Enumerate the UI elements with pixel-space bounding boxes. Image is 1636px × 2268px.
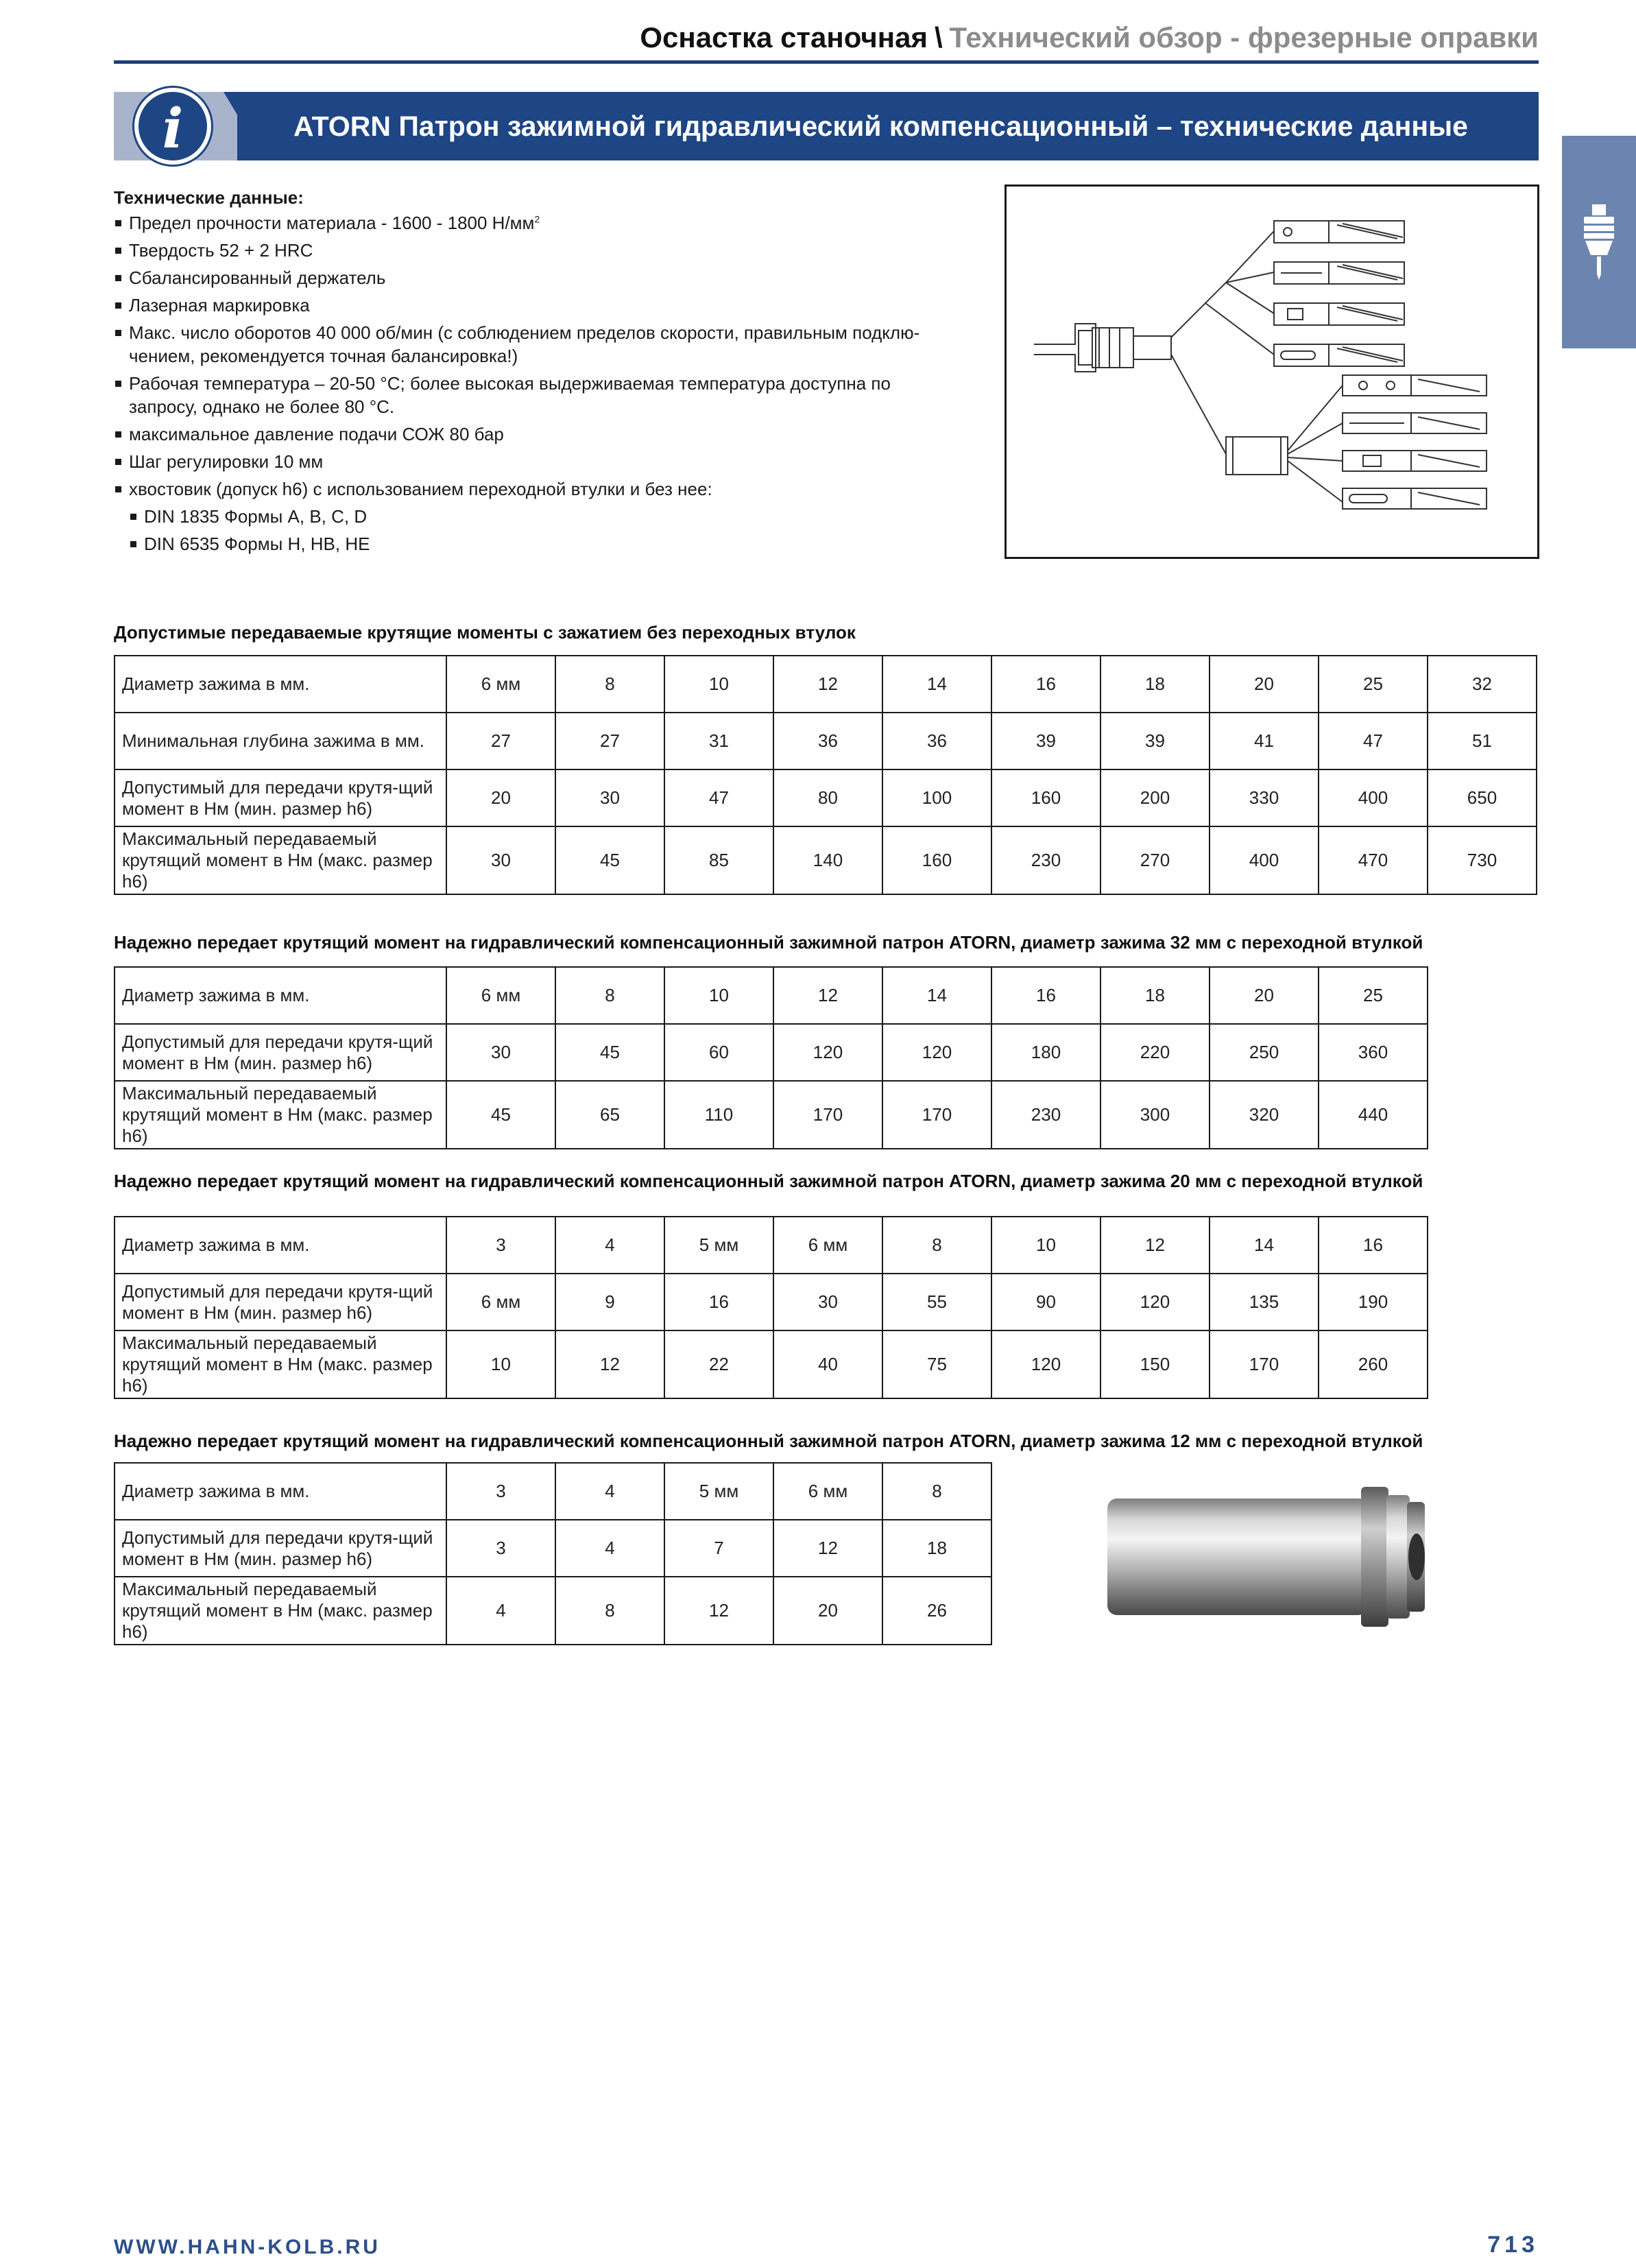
- table-cell: 220: [1100, 1024, 1210, 1081]
- row-label: Диаметр зажима в мм.: [115, 967, 446, 1024]
- table-cell: 300: [1100, 1081, 1210, 1149]
- shank-forms-diagram: [1005, 184, 1539, 559]
- table-cell: 180: [991, 1024, 1100, 1081]
- table-cell: 12: [555, 1330, 664, 1398]
- table-cell: 230: [991, 1081, 1100, 1149]
- table-cell: 170: [882, 1081, 991, 1149]
- table-cell: 330: [1210, 769, 1319, 826]
- table-cell: 32: [1428, 656, 1537, 713]
- table-cell: 14: [882, 656, 991, 713]
- table-cell: 190: [1319, 1274, 1428, 1330]
- header-category: Оснастка станочная: [640, 21, 928, 53]
- table-cell: 260: [1319, 1330, 1428, 1398]
- table-cell: 47: [664, 769, 773, 826]
- row-label: Допустимый для передачи крутя-щий момент в Нм (мин. размер h6): [115, 769, 446, 826]
- table-row: [115, 1217, 1428, 1274]
- table-cell: 14: [882, 967, 991, 1024]
- table-cell: 12: [773, 656, 882, 713]
- table-cell: 47: [1319, 713, 1428, 769]
- table-cell: 4: [555, 1463, 664, 1520]
- table-cell: 3: [446, 1520, 555, 1577]
- table-cell: 26: [882, 1577, 991, 1645]
- table-cell: 60: [664, 1024, 773, 1081]
- table-cell: 18: [882, 1520, 991, 1577]
- info-icon-letter: i: [162, 96, 184, 160]
- spec-item: Твердость 52 + 2 HRC: [114, 239, 1005, 262]
- table4-title: Надежно передает крутящий момент на гидравлический компенсационный зажимной патрон ATORN, диаметр зажима 12 мм с переходной втулкой: [114, 1431, 1423, 1451]
- specs-heading: Технические данные:: [114, 187, 304, 208]
- table-cell: 18: [1100, 967, 1210, 1024]
- table-cell: 39: [991, 713, 1100, 769]
- table-cell: 8: [555, 656, 664, 713]
- row-label: Диаметр зажима в мм.: [115, 1463, 446, 1520]
- spec-item: максимальное давление подачи СОЖ 80 бар: [114, 422, 1005, 446]
- table-cell: 30: [446, 1024, 555, 1081]
- table-cell: 22: [664, 1330, 773, 1398]
- table-row: [115, 769, 1537, 826]
- torque-table-32mm-sleeve: [114, 966, 1428, 1149]
- table-cell: 65: [555, 1081, 664, 1149]
- table2-title: Надежно передает крутящий момент на гидравлический компенсационный зажимной патрон ATORN, диаметр зажима 32 мм с переходной втулкой: [114, 932, 1423, 953]
- table-cell: 200: [1100, 769, 1210, 826]
- spec-item: [114, 372, 1005, 418]
- table-cell: 10: [991, 1217, 1100, 1274]
- table-cell: 135: [1210, 1274, 1319, 1330]
- table-row: [115, 1024, 1428, 1081]
- table-cell: 4: [555, 1520, 664, 1577]
- table-cell: 14: [1210, 1217, 1319, 1274]
- table-cell: 51: [1428, 713, 1537, 769]
- table-cell: 27: [446, 713, 555, 769]
- table-cell: 18: [1100, 656, 1210, 713]
- table-row: [115, 1520, 991, 1577]
- row-label: Максимальный передаваемый крутящий момент в Нм (макс. размер h6): [115, 1081, 446, 1149]
- table-cell: 8: [882, 1463, 991, 1520]
- table-row: [115, 656, 1537, 713]
- spec-subitem: DIN 6535 Формы H, HB, HE: [129, 532, 1005, 556]
- row-label: Диаметр зажима в мм.: [115, 656, 446, 713]
- diagram-drawing: [1007, 187, 1537, 557]
- spec-item-text: Предел прочности материала - 1600 - 1800 Н/мм: [129, 213, 535, 233]
- table-row: [115, 713, 1537, 769]
- table-cell: 7: [664, 1520, 773, 1577]
- table-cell: 100: [882, 769, 991, 826]
- adapter-sleeve-image: [1090, 1475, 1447, 1639]
- table-cell: 16: [664, 1274, 773, 1330]
- table-cell: 8: [555, 1577, 664, 1645]
- table-cell: 6 мм: [773, 1463, 882, 1520]
- table-cell: 30: [773, 1274, 882, 1330]
- table-cell: 5 мм: [664, 1217, 773, 1274]
- table-row: [115, 967, 1428, 1024]
- table-cell: 120: [1100, 1274, 1210, 1330]
- table-cell: 120: [991, 1330, 1100, 1398]
- table-row: [115, 1577, 991, 1645]
- table-cell: 45: [555, 1024, 664, 1081]
- table-cell: 16: [1319, 1217, 1428, 1274]
- header-rule: [114, 60, 1539, 64]
- table-cell: 120: [882, 1024, 991, 1081]
- table-cell: 110: [664, 1081, 773, 1149]
- row-label: Максимальный передаваемый крутящий момент в Нм (макс. размер h6): [115, 826, 446, 894]
- header-subcategory: Технический обзор - фрезерные оправки: [949, 21, 1539, 53]
- table-cell: 3: [446, 1463, 555, 1520]
- table-cell: 400: [1210, 826, 1319, 894]
- table-cell: 12: [773, 967, 882, 1024]
- table-cell: 9: [555, 1274, 664, 1330]
- spec-item-continuation: запросу, однако не более 80 °С.: [129, 396, 395, 417]
- table-cell: 270: [1100, 826, 1210, 894]
- row-label: Максимальный передаваемый крутящий момент в Нм (макс. размер h6): [115, 1577, 446, 1645]
- table-row: [115, 826, 1537, 894]
- table-cell: 12: [1100, 1217, 1210, 1274]
- table-cell: 8: [555, 967, 664, 1024]
- table-cell: 20: [1210, 967, 1319, 1024]
- spec-item: Сбалансированный держатель: [114, 266, 1005, 289]
- table-cell: 6 мм: [446, 656, 555, 713]
- table-cell: 160: [991, 769, 1100, 826]
- technical-specs: [114, 184, 1005, 560]
- drill-chuck-icon: [1580, 204, 1618, 280]
- table-cell: 730: [1428, 826, 1537, 894]
- table-cell: 6 мм: [446, 967, 555, 1024]
- table1-title: Допустимые передаваемые крутящие моменты с зажатием без переходных втулок: [114, 622, 856, 643]
- table-cell: 140: [773, 826, 882, 894]
- row-label: Минимальная глубина зажима в мм.: [115, 713, 446, 769]
- title-banner: [114, 92, 1539, 160]
- table-cell: 170: [773, 1081, 882, 1149]
- banner-title: ATORN Патрон зажимной гидравлический компенсационный – технические данные: [293, 110, 1468, 142]
- table-cell: 170: [1210, 1330, 1319, 1398]
- table-cell: 4: [555, 1217, 664, 1274]
- table-cell: 360: [1319, 1024, 1428, 1081]
- table-cell: 85: [664, 826, 773, 894]
- table3-title: Надежно передает крутящий момент на гидравлический компенсационный зажимной патрон ATORN, диаметр зажима 20 мм с переходной втулкой: [114, 1171, 1423, 1191]
- table-cell: 400: [1319, 769, 1428, 826]
- table-cell: 40: [773, 1330, 882, 1398]
- table-cell: 80: [773, 769, 882, 826]
- spec-item-text: Рабочая температура – 20-50 °С; более высокая выдерживаемая температура доступна по: [129, 373, 891, 394]
- footer-website-link[interactable]: WWW.HAHN-KOLB.RU: [114, 2236, 381, 2258]
- specs-list: [114, 211, 1005, 556]
- torque-table-20mm-sleeve: [114, 1216, 1428, 1399]
- row-label: Допустимый для передачи крутя-щий момент в Нм (мин. размер h6): [115, 1274, 446, 1330]
- table-cell: 36: [773, 713, 882, 769]
- table-cell: 12: [664, 1577, 773, 1645]
- row-label: Диаметр зажима в мм.: [115, 1217, 446, 1274]
- table-row: [115, 1081, 1428, 1149]
- info-icon: [134, 88, 211, 165]
- table-cell: 6 мм: [773, 1217, 882, 1274]
- table-cell: 250: [1210, 1024, 1319, 1081]
- table-cell: 230: [991, 826, 1100, 894]
- table-cell: 41: [1210, 713, 1319, 769]
- table-cell: 5 мм: [664, 1463, 773, 1520]
- table-row: [115, 1463, 991, 1520]
- table-cell: 8: [882, 1217, 991, 1274]
- row-label: Максимальный передаваемый крутящий момент в Нм (макс. размер h6): [115, 1330, 446, 1398]
- row-label: Допустимый для передачи крутя-щий момент в Нм (мин. размер h6): [115, 1024, 446, 1081]
- table-cell: 30: [555, 769, 664, 826]
- spec-item: Лазерная маркировка: [114, 294, 1005, 317]
- table-cell: 27: [555, 713, 664, 769]
- table-cell: 6 мм: [446, 1274, 555, 1330]
- side-tab[interactable]: [1562, 136, 1636, 348]
- header-separator: \: [934, 21, 943, 53]
- table-cell: 25: [1319, 967, 1428, 1024]
- table-cell: 3: [446, 1217, 555, 1274]
- table-cell: 4: [446, 1577, 555, 1645]
- spec-item: [114, 321, 1005, 368]
- table-row: [115, 1274, 1428, 1330]
- table-cell: 150: [1100, 1330, 1210, 1398]
- table-cell: 10: [664, 656, 773, 713]
- spec-item-continuation: чением, рекомендуется точная балансировка!): [129, 346, 518, 366]
- table-cell: 10: [446, 1330, 555, 1398]
- table-cell: 45: [446, 1081, 555, 1149]
- table-cell: 160: [882, 826, 991, 894]
- table-cell: 470: [1319, 826, 1428, 894]
- table-cell: 31: [664, 713, 773, 769]
- table-cell: 45: [555, 826, 664, 894]
- table-cell: 20: [1210, 656, 1319, 713]
- table-cell: 20: [446, 769, 555, 826]
- table-cell: 650: [1428, 769, 1537, 826]
- page-header: [114, 14, 1539, 62]
- torque-table-no-sleeve: [114, 655, 1537, 895]
- spec-item-text: Макс. число оборотов 40 000 об/мин (с соблюдением пределов скорости, правильным подклю-: [129, 322, 920, 343]
- table-cell: 12: [773, 1520, 882, 1577]
- table-cell: 120: [773, 1024, 882, 1081]
- page-number: 713: [1487, 2232, 1539, 2258]
- table-cell: 55: [882, 1274, 991, 1330]
- spec-superscript: 2: [534, 213, 540, 225]
- table-cell: 36: [882, 713, 991, 769]
- spec-subitem: DIN 1835 Формы A, B, C, D: [129, 505, 1005, 528]
- table-cell: 90: [991, 1274, 1100, 1330]
- table-cell: 16: [991, 967, 1100, 1024]
- table-cell: 25: [1319, 656, 1428, 713]
- table-cell: 20: [773, 1577, 882, 1645]
- table-cell: 30: [446, 826, 555, 894]
- table-cell: 39: [1100, 713, 1210, 769]
- spec-item: хвостовик (допуск h6) с использованием переходной втулки и без нее:: [114, 477, 1005, 501]
- table-cell: 75: [882, 1330, 991, 1398]
- table-cell: 10: [664, 967, 773, 1024]
- table-cell: 16: [991, 656, 1100, 713]
- table-row: [115, 1330, 1428, 1398]
- table-cell: 320: [1210, 1081, 1319, 1149]
- spec-item: [114, 211, 1005, 235]
- torque-table-12mm-sleeve: [114, 1462, 992, 1645]
- row-label: Допустимый для передачи крутя-щий момент в Нм (мин. размер h6): [115, 1520, 446, 1577]
- spec-item: Шаг регулировки 10 мм: [114, 450, 1005, 473]
- table-cell: 440: [1319, 1081, 1428, 1149]
